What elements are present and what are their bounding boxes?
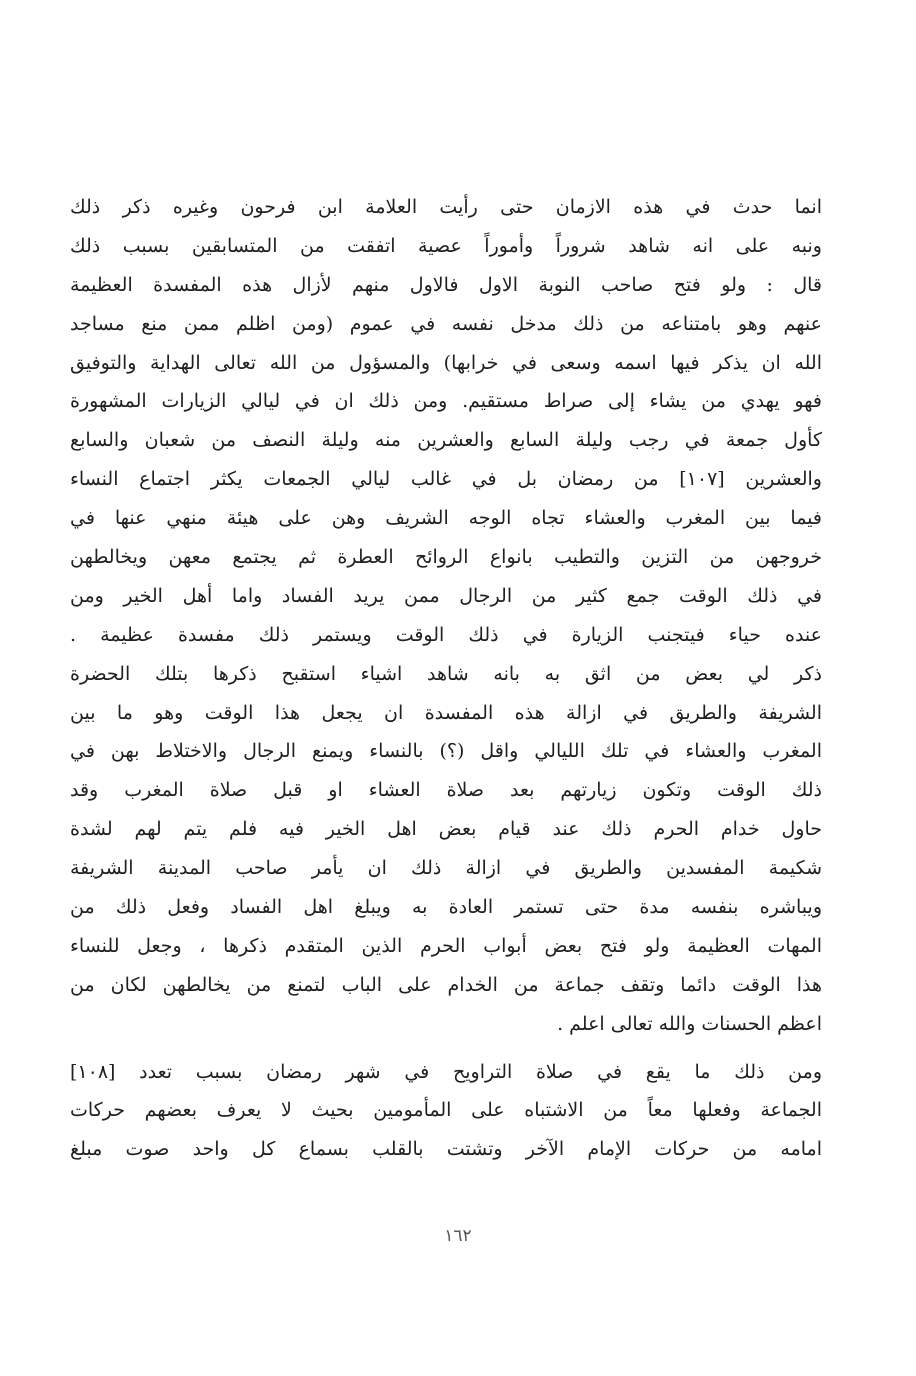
text-line: عنده حياء فيتجنب الزيارة في ذلك الوقت ويستمر ذلك مفسدة عظيمة .: [70, 623, 822, 646]
text-line: المهات العظيمة ولو فتح بعض أبواب الحرم الذين المتقدم ذكرها ، وجعل للنساء: [70, 934, 822, 957]
text-line: قال : ولو فتح صاحب النوبة الاول فالاول منهم لأزال هذه المفسدة العظيمة: [70, 273, 822, 296]
text-line: ومن ذلك ما يقع في صلاة التراويح في شهر رمضان بسبب تعدد [١٠٨]: [70, 1060, 822, 1083]
text-line: خروجهن من التزين والتطيب بانواع الروائح العطرة ثم يجتمع معهن ويخالطهن: [70, 546, 822, 569]
text-line: حاول خدام الحرم ذلك عند قيام بعض اهل الخير فيه فلم يتم لهم لشدة: [70, 818, 822, 841]
paragraph-spacer: [70, 1044, 822, 1053]
text-line: انما حدث في هذه الازمان حتى رأيت العلامة ابن فرحون وغيره ذكر ذلك: [70, 196, 822, 218]
text-line: في ذلك الوقت جمع كثير من الرجال ممن يريد الفساد واما أهل الخير ومن: [70, 584, 822, 607]
text-line: ذكر لي بعض من اثق به بانه شاهد اشياء استقبح ذكرها بتلك الحضرة: [70, 662, 822, 685]
text-line: ذلك الوقت وتكون زيارتهم بعد صلاة العشاء او قبل صلاة المغرب وقد: [70, 779, 822, 802]
text-line: الجماعة وفعلها معاً من الاشتباه على المأمومين بحيث لا يعرف بعضهم حركات: [70, 1099, 822, 1122]
text-line: الشريفة والطريق في ازالة هذه المفسدة ان يجعل هذا الوقت وهو ما بين: [70, 701, 822, 724]
text-line: المغرب والعشاء في تلك الليالي واقل (؟) بالنساء ويمنع الرجال والاختلاط بهن في: [70, 740, 822, 763]
text-line: امامه من حركات الإمام الآخر وتشتت بالقلب بسماع كل واحد صوت مبلغ: [70, 1138, 822, 1161]
text-line: كأول جمعة في رجب وليلة السابع والعشرين منه وليلة النصف من شعبان والسابع: [70, 429, 822, 452]
page-number: ١٦٢: [444, 1226, 472, 1246]
text-line: والعشرين [١٠٧] من رمضان بل في غالب ليالي الجمعات يكثر اجتماع النساء: [70, 468, 822, 491]
text-line: فيما بين المغرب والعشاء تجاه الوجه الشريف وهن على هيئة منهي عنها في: [70, 507, 822, 530]
paragraph-1: [70, 188, 822, 1044]
paragraph-2: [70, 1053, 822, 1170]
text-line: اعظم الحسنات والله تعالى اعلم .: [557, 1012, 822, 1035]
body-text: [70, 188, 822, 1169]
text-line: ويباشره بنفسه مدة حتى تستمر العادة به ويبلغ اهل الفساد وفعل ذلك من: [70, 896, 822, 919]
text-line: فهو يهدي من يشاء إلى صراط مستقيم. ومن ذلك ان في ليالي الزيارات المشهورة: [70, 390, 822, 413]
text-line: ونبه على انه شاهد شروراً وأموراً عصية اتفقت من المتسابقين بسبب ذلك: [70, 234, 822, 257]
text-line: عنهم وهو بامتناعه من ذلك مدخل نفسه في عموم (ومن اظلم ممن منع مساجد: [70, 312, 822, 335]
text-line: هذا الوقت دائما وتقف جماعة من الخدام على الباب لتمنع من يخالطهن لكان من: [70, 973, 822, 996]
text-line: شكيمة المفسدين والطريق في ازالة ذلك ان يأمر صاحب المدينة الشريفة: [70, 857, 822, 880]
text-line: الله ان يذكر فيها اسمه وسعى في خرابها) والمسؤول من الله تعالى الهداية والتوفيق: [70, 351, 822, 374]
